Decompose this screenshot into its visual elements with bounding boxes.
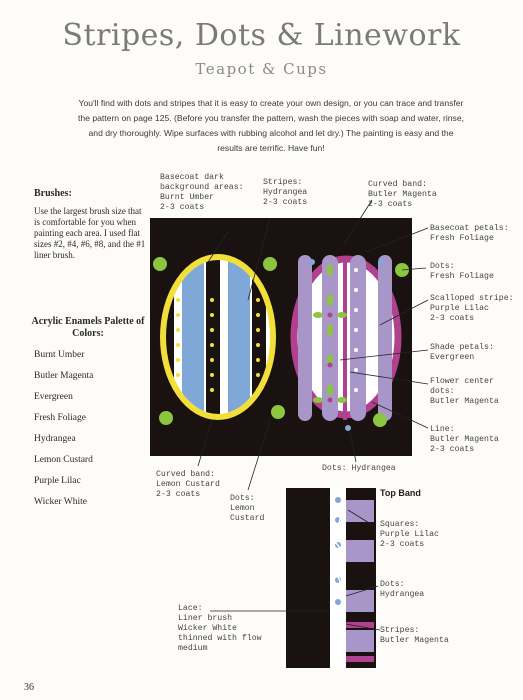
label-basecoat-petals: Basecoat petals: Fresh Foliage	[430, 224, 509, 243]
label-basecoat-dark: Basecoat dark background areas: Burnt Umber 2-3 coats	[160, 173, 244, 212]
label-curved-band-magenta: Curved band: Butler Magenta 2-3 coats	[368, 180, 437, 209]
label-top-band: Top Band	[380, 488, 421, 498]
page-subtitle: Teapot & Cups	[195, 60, 328, 78]
label-curved-band-lemon: Curved band: Lemon Custard 2-3 coats	[156, 470, 220, 499]
palette-item: Burnt Umber	[34, 350, 85, 360]
palette-item: Wicker White	[34, 497, 87, 507]
palette-item: Lemon Custard	[34, 455, 93, 465]
palette-heading: Acrylic Enamels Palette of Colors:	[31, 316, 145, 339]
palette-item: Hydrangea	[34, 434, 76, 444]
page-title: Stripes, Dots & Linework	[62, 18, 461, 53]
label-stripes-hydrangea: Stripes: Hydrangea 2-3 coats	[263, 178, 308, 207]
page-number: 36	[24, 682, 34, 693]
palette-item: Evergreen	[34, 392, 73, 402]
label-lace: Lace: Liner brush Wicker White thinned with flow medium	[178, 604, 262, 653]
label-flower-center: Flower center dots: Butler Magenta	[430, 377, 499, 406]
brushes-text: Use the largest brush size that is comfortable for you when painting each area. I used flat sizes #2, #4, #6, #8, and the #1 liner brush.	[34, 206, 146, 260]
label-dots-hydrangea-bottom: Dots: Hydrangea	[380, 580, 425, 599]
label-shade-petals: Shade petals: Evergreen	[430, 343, 494, 362]
intro-paragraph: You'll find with dots and stripes that it is easy to create your own design, or you can trace and transfer the pattern on page 125. (Before you transfer the pattern, wash the pieces with soap and water, rinse, and dry thoroughly. Wipe surfaces with rubbing alcohol and let dry.) The painting is easy and the results are terrific. Have fun!	[78, 98, 465, 153]
label-scalloped-stripe: Scalloped stripe: Purple Lilac 2-3 coats	[430, 294, 514, 323]
label-dots-hydrangea-top: Dots: Hydrangea	[322, 464, 396, 473]
palette-item: Butler Magenta	[34, 371, 94, 381]
palette-item: Fresh Foliage	[34, 413, 86, 423]
brushes-heading: Brushes:	[34, 188, 72, 199]
label-stripes-magenta: Stripes: Butler Magenta	[380, 626, 449, 645]
label-squares: Squares: Purple Lilac 2-3 coats	[380, 520, 439, 549]
label-dots-lemon: Dots: Lemon Custard	[230, 494, 265, 523]
label-line-magenta: Line: Butler Magenta 2-3 coats	[430, 425, 499, 454]
label-dots-foliage: Dots: Fresh Foliage	[430, 262, 494, 281]
palette-item: Purple Lilac	[34, 476, 81, 486]
